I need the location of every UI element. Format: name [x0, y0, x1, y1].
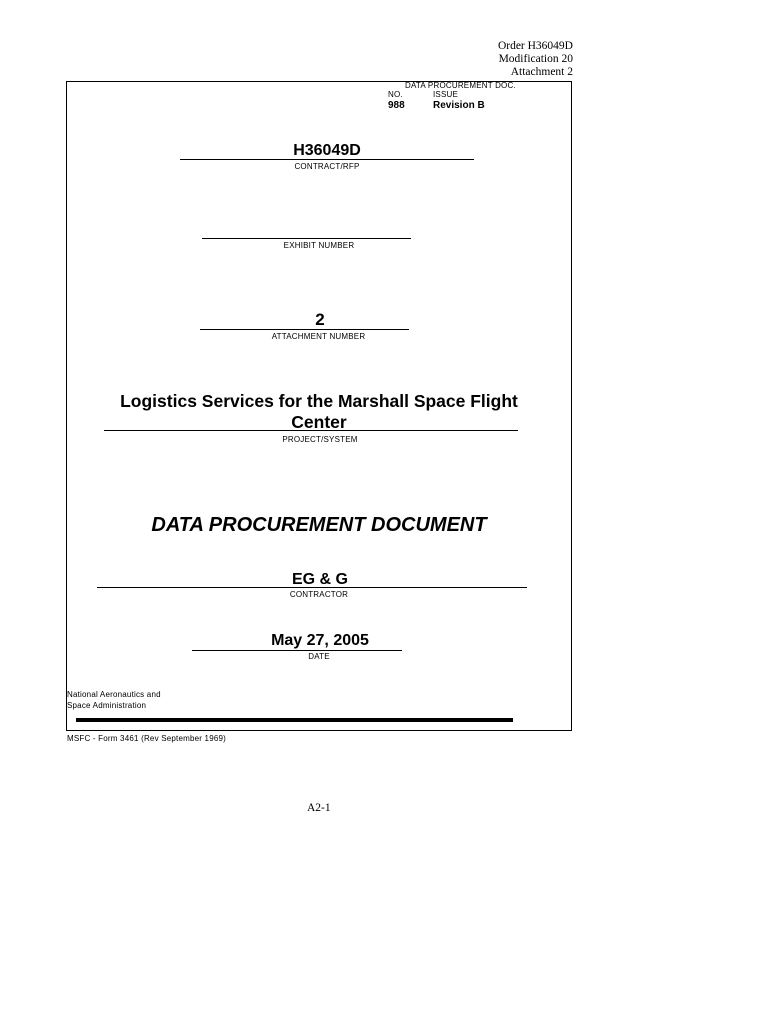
order-number: Order H36049D [497, 40, 573, 52]
modification-number: Modification 20 [498, 53, 573, 65]
date-underline [192, 650, 402, 651]
contract-label: CONTRACT/RFP [294, 162, 360, 171]
no-label: NO. [388, 90, 403, 99]
attachment-number-label: ATTACHMENT NUMBER [271, 332, 366, 341]
date-label: DATE [308, 652, 330, 661]
doc-heading: DATA PROCUREMENT DOC. [405, 81, 516, 90]
issue-label: ISSUE [433, 90, 459, 99]
page-number: A2-1 [307, 802, 331, 814]
date-value: May 27, 2005 [271, 632, 369, 649]
form-number: MSFC - Form 3461 (Rev September 1969) [67, 734, 227, 743]
agency-bar [76, 718, 513, 722]
agency-name-line2: Space Administration [67, 701, 147, 710]
doc-number: 988 [388, 100, 405, 111]
attachment-label: Attachment 2 [510, 66, 573, 78]
exhibit-label: EXHIBIT NUMBER [283, 241, 355, 250]
contract-underline [180, 159, 474, 160]
attachment-underline [200, 329, 409, 330]
project-label: PROJECT/SYSTEM [282, 435, 358, 444]
agency-name-line1: National Aeronautics and [67, 690, 161, 699]
exhibit-underline [202, 238, 411, 239]
contractor-underline [97, 587, 527, 588]
contractor-label: CONTRACTOR [289, 590, 349, 599]
document-title: DATA PROCUREMENT DOCUMENT [151, 514, 487, 536]
issue-value: Revision B [433, 100, 485, 111]
project-title-line2: Center [291, 412, 347, 432]
contractor-name: EG & G [291, 571, 348, 588]
project-underline [104, 430, 518, 431]
attachment-number: 2 [315, 310, 325, 329]
contract-number: H36049D [293, 142, 361, 159]
project-title-line1: Logistics Services for the Marshall Space Flight [120, 391, 518, 411]
